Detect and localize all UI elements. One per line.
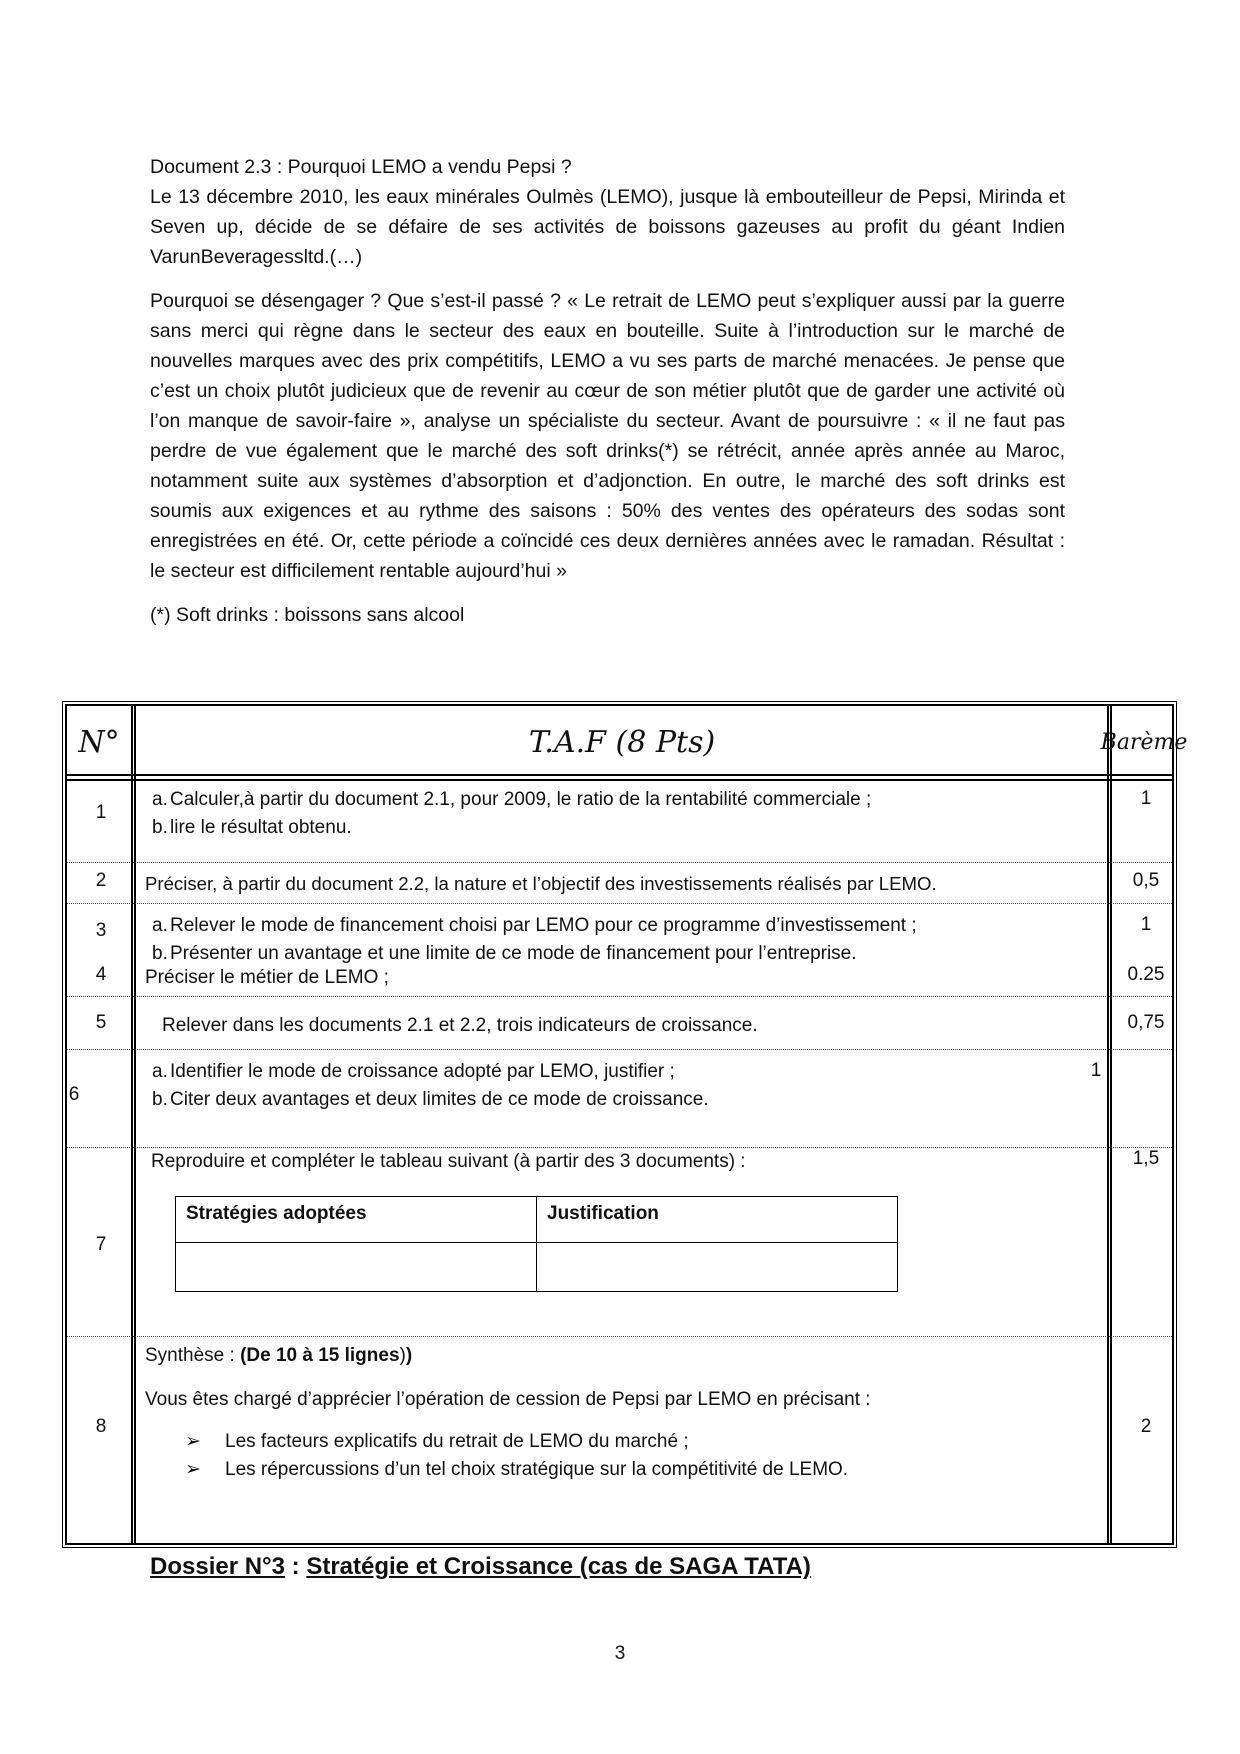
row-7-num: 7	[95, 1234, 107, 1255]
row-1-item-a: Calculer,à partir du document 2.1, pour 2009, le ratio de la rentabilité commerciale ;	[170, 789, 872, 810]
row-2-bareme: 0,5	[1132, 870, 1160, 891]
row-5-bareme: 0,75	[1127, 1012, 1165, 1033]
row-3-num: 3	[95, 920, 107, 941]
row-4-num: 4	[95, 964, 107, 985]
row-7-task: Reproduire et compléter le tableau suivant (à partir des 3 documents) :	[151, 1151, 746, 1172]
dossier-separator: :	[285, 1553, 307, 1580]
row-2-num: 2	[95, 870, 107, 891]
row-divider	[67, 996, 1172, 997]
document-2-3	[150, 152, 1065, 630]
row-1-task	[142, 786, 1107, 842]
row-8-task	[145, 1342, 1110, 1484]
item-marker: b.	[152, 817, 168, 838]
row-3-item-a: Relever le mode de financement choisi par LEMO pour ce programme d’investissement ;	[170, 915, 917, 936]
synthese-bullet-2: Les répercussions d’un tel choix stratégique sur la compétitivité de LEMO.	[225, 1459, 849, 1480]
row-4-bareme: 0.25	[1127, 964, 1165, 985]
synthese-lines-open: (De 10 à 15 lignes	[240, 1345, 400, 1366]
strategies-header: Stratégies adoptées	[176, 1197, 537, 1243]
header-num: N°	[78, 724, 120, 760]
document-paragraph-2: Pourquoi se désengager ? Que s’est-il passé ? « Le retrait de LEMO peut s’expliquer aussi par la guerre sans merci qui règne dans le secteur des eaux en bouteille. Suite à l’introduction sur le marché de nouvelles marques avec des prix compétitifs, LEMO a vu ses parts de marché menacées. Je pense que c’est un choix plutôt judicieux que de revenir au cœur de son métier plutôt que de garder une activité où l’on manque de savoir-faire », analyse un spécialiste du secteur. Avant de poursuivre : « il ne faut pas perdre de vue également que le marché des soft drinks(*) se rétrécit, année après année au Maroc, notamment suite aux systèmes d’absorption et d’adjonction. En outre, le marché des soft drinks est soumis aux exigences et au rythme des saisons : 50% des ventes des opérateurs des sodas sont enregistrées en été. Or, cette période a coïncidé ces deux dernières années avec le ramadan. Résultat : le secteur est difficilement rentable aujourd’hui »	[150, 290, 1065, 582]
row-1-item-b: lire le résultat obtenu.	[170, 817, 352, 838]
row-3-bareme: 1	[1140, 914, 1152, 935]
taf-table	[65, 704, 1188, 1545]
item-marker: b.	[152, 943, 168, 964]
row-3-task	[142, 912, 1107, 968]
page-number: 3	[614, 1643, 626, 1664]
row-8-bareme: 2	[1140, 1416, 1152, 1437]
row-divider	[67, 1336, 1172, 1337]
synthese-bullets	[145, 1428, 1110, 1484]
row-3-item-b: Présenter un avantage et une limite de ce mode de financement pour l’entreprise.	[170, 943, 857, 964]
dossier-label: Dossier N°3	[150, 1553, 285, 1580]
justification-header: Justification	[537, 1197, 898, 1243]
row-6-num: 6	[68, 1084, 80, 1105]
dossier-heading	[150, 1553, 811, 1581]
document-paragraph-1: Le 13 décembre 2010, les eaux minérales Oulmès (LEMO), jusque là embouteilleur de Pepsi, Mirinda et Seven up, décide de se défaire de ses activités de boissons gazeuses au profit du géant Indien VarunBeveragessltd.(…)	[150, 186, 1065, 268]
synthese-lines-range: )	[399, 1345, 406, 1366]
row-divider	[67, 1049, 1172, 1050]
item-marker: a.	[152, 915, 168, 936]
row-5-task: Relever dans les documents 2.1 et 2.2, trois indicateurs de croissance.	[162, 1015, 758, 1036]
item-marker: a.	[152, 789, 168, 810]
item-marker: b.	[152, 1089, 168, 1110]
synthese-lines-close: )	[405, 1345, 413, 1366]
header-taf: T.A.F (8 Pts)	[528, 724, 716, 760]
arrow-bullet-icon: ➢	[185, 1431, 201, 1452]
row-1-bareme: 1	[1140, 788, 1152, 809]
row-1-num: 1	[95, 802, 107, 823]
row-7-bareme: 1,5	[1132, 1148, 1160, 1169]
synthese-title: Synthèse :	[145, 1345, 241, 1366]
strategies-table	[175, 1196, 898, 1292]
row-2-task: Préciser, à partir du document 2.2, la nature et l’objectif des investissements réalisés par LEMO.	[145, 873, 937, 894]
arrow-bullet-icon: ➢	[185, 1459, 201, 1480]
document-footnote: (*) Soft drinks : boissons sans alcool	[150, 604, 465, 626]
row-6-item-a: Identifier le mode de croissance adopté par LEMO, justifier ;	[170, 1061, 675, 1082]
synthese-label	[145, 1342, 1110, 1370]
row-divider	[67, 862, 1172, 863]
dossier-title: Stratégie et Croissance (cas de SAGA TATA)	[306, 1553, 811, 1580]
item-marker: a.	[152, 1061, 168, 1082]
row-divider	[67, 903, 1172, 904]
justification-cell	[537, 1243, 898, 1292]
row-6-item-b: Citer deux avantages et deux limites de ce mode de croissance.	[170, 1089, 709, 1110]
row-6-bareme: 1	[1090, 1060, 1102, 1081]
header-bareme: Barème	[1100, 729, 1188, 755]
document-title: Document 2.3 : Pourquoi LEMO a vendu Pepsi ?	[150, 156, 572, 178]
row-5-num: 5	[95, 1012, 107, 1033]
row-8-num: 8	[95, 1416, 107, 1437]
strategies-cell	[176, 1243, 537, 1292]
row-6-task	[142, 1058, 1107, 1114]
synthese-bullet-1: Les facteurs explicatifs du retrait de LEMO du marché ;	[225, 1431, 689, 1452]
synthese-instruction: Vous êtes chargé d’apprécier l’opération de cession de Pepsi par LEMO en précisant :	[145, 1389, 871, 1410]
row-4-task: Préciser le métier de LEMO ;	[145, 967, 389, 988]
